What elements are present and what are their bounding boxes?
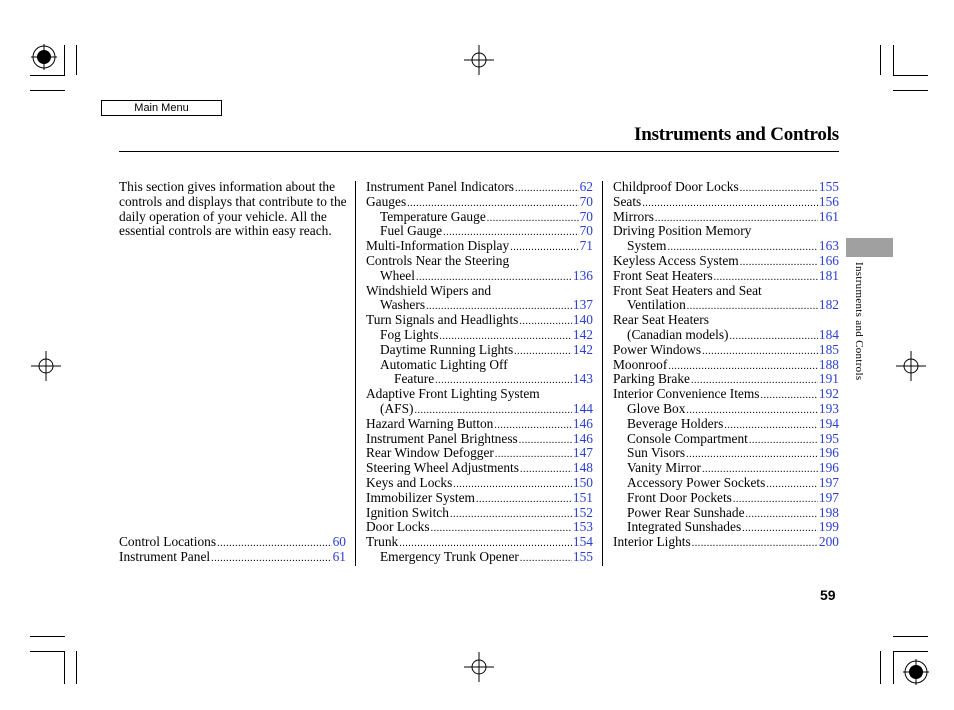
- toc-entry[interactable]: [613, 387, 839, 402]
- toc-entry-label: Temperature Gauge: [380, 208, 486, 224]
- leader-dots: [668, 360, 818, 375]
- toc-entry[interactable]: [119, 535, 346, 550]
- toc-entry[interactable]: [366, 239, 593, 254]
- toc-entry[interactable]: [613, 328, 839, 343]
- toc-entry[interactable]: [613, 476, 839, 491]
- toc-entry-label: Fuel Gauge: [380, 223, 443, 239]
- toc-entry-label: Sun Visors: [627, 445, 686, 461]
- toc-entry[interactable]: [366, 298, 593, 313]
- toc-entry[interactable]: [366, 328, 593, 343]
- column-divider: [602, 181, 603, 566]
- crosshair-icon: [31, 351, 61, 381]
- toc-entry-label: Instrument Panel Brightness: [366, 430, 518, 446]
- toc-entry[interactable]: [366, 402, 593, 417]
- toc-entry[interactable]: [613, 535, 839, 550]
- toc-entry[interactable]: [613, 372, 839, 387]
- leader-dots: [686, 448, 818, 463]
- toc-entry-label: Front Seat Heaters and Seat: [613, 282, 762, 298]
- toc-page-link[interactable]: 70: [579, 193, 593, 209]
- toc-entry[interactable]: [366, 269, 593, 284]
- leader-dots: [476, 493, 572, 508]
- side-section-label: Instruments and Controls: [853, 262, 865, 381]
- toc-page-link[interactable]: 191: [818, 371, 839, 387]
- toc-entry[interactable]: [366, 195, 593, 210]
- toc-entry-label: Mirrors: [613, 208, 654, 224]
- toc-entry[interactable]: [613, 343, 839, 358]
- toc-page-link[interactable]: 195: [818, 430, 839, 446]
- toc-entry[interactable]: [613, 432, 839, 447]
- leader-dots: [742, 522, 818, 537]
- leader-dots: [520, 463, 572, 478]
- toc-entry: [613, 284, 839, 299]
- toc-entry-label: Steering Wheel Adjustments: [366, 460, 519, 476]
- leader-dots: [519, 434, 572, 449]
- leader-dots: [642, 197, 818, 212]
- toc-page-link[interactable]: 182: [818, 297, 839, 313]
- toc-entry[interactable]: [366, 417, 593, 432]
- toc-page-link[interactable]: 71: [579, 238, 593, 254]
- toc-entry[interactable]: [613, 269, 839, 284]
- toc-page-link[interactable]: 153: [572, 519, 593, 535]
- header-rule: [119, 151, 839, 152]
- toc-entry-label: Multi-Information Display: [366, 238, 510, 254]
- toc-entry[interactable]: [366, 535, 593, 550]
- toc-entry[interactable]: [366, 313, 593, 328]
- toc-entry-label: Keys and Locks: [366, 474, 453, 490]
- toc-entry-label: (AFS): [380, 400, 414, 416]
- leader-dots: [431, 522, 572, 537]
- toc-page-link[interactable]: 151: [572, 489, 593, 505]
- toc-page-link[interactable]: 62: [579, 179, 593, 194]
- toc-entry-label: Rear Window Defogger: [366, 445, 494, 461]
- toc-page-link[interactable]: 185: [818, 341, 839, 357]
- toc-entry-label: Console Compartment: [627, 430, 748, 446]
- toc-entry-label: Fog Lights: [380, 326, 439, 342]
- toc-page-link[interactable]: 199: [818, 519, 839, 535]
- toc-entry[interactable]: [119, 550, 346, 565]
- toc-entry-label: System: [627, 238, 667, 254]
- toc-entry[interactable]: [613, 461, 839, 476]
- toc-page-link[interactable]: 154: [572, 534, 593, 550]
- section-tab: [846, 238, 893, 257]
- toc-entry-label: Gauges: [366, 193, 407, 209]
- toc-page-link[interactable]: 193: [818, 400, 839, 416]
- toc-page-link[interactable]: 166: [818, 252, 839, 268]
- toc-entry-label: Adaptive Front Lighting System: [366, 386, 540, 402]
- toc-entry-label: Controls Near the Steering: [366, 252, 510, 268]
- toc-entry[interactable]: [366, 210, 593, 225]
- toc-page-link[interactable]: 70: [579, 208, 593, 224]
- toc-page-link[interactable]: 198: [818, 504, 839, 520]
- toc-page-link[interactable]: 194: [818, 415, 839, 431]
- toc-page-link[interactable]: 137: [572, 297, 593, 313]
- toc-entry-label: Ventilation: [627, 297, 686, 313]
- toc-entry[interactable]: [613, 195, 839, 210]
- toc-entry-label: Daytime Running Lights: [380, 341, 514, 357]
- toc-entry[interactable]: [613, 446, 839, 461]
- toc-entry-label: Immobilizer System: [366, 489, 475, 505]
- toc-entry[interactable]: [613, 491, 839, 506]
- toc-entry[interactable]: [366, 432, 593, 447]
- leader-dots: [211, 552, 331, 567]
- toc-entry-label: Ignition Switch: [366, 504, 449, 520]
- toc-column-1: [119, 535, 346, 565]
- toc-page-link[interactable]: 142: [572, 326, 593, 342]
- crosshair-icon: [464, 45, 494, 75]
- toc-entry-label: Interior Lights: [613, 534, 691, 550]
- toc-entry-label: Instrument Panel Indicators: [366, 179, 515, 194]
- toc-entry[interactable]: [366, 180, 593, 195]
- toc-entry-label: Parking Brake: [613, 371, 690, 387]
- toc-entry-label: Moonroof: [613, 356, 668, 372]
- toc-entry-label: Driving Position Memory: [613, 223, 752, 239]
- toc-entry-label: Power Rear Sunshade: [627, 504, 745, 520]
- toc-page-link[interactable]: 197: [818, 489, 839, 505]
- toc-page-link[interactable]: 155: [818, 179, 839, 194]
- toc-page-link[interactable]: 196: [818, 460, 839, 476]
- toc-entry: [366, 387, 593, 402]
- toc-page-link[interactable]: 143: [572, 371, 593, 387]
- toc-page-link[interactable]: 156: [818, 193, 839, 209]
- toc-page-link[interactable]: 61: [332, 548, 346, 564]
- toc-entry-label: Turn Signals and Headlights: [366, 312, 519, 328]
- leader-dots: [510, 241, 578, 256]
- toc-entry[interactable]: [613, 358, 839, 373]
- toc-entry-label: Windshield Wipers and: [366, 282, 492, 298]
- toc-entry-label: Feature: [394, 371, 435, 387]
- toc-page-link[interactable]: 60: [332, 534, 346, 549]
- toc-entry: [366, 254, 593, 269]
- toc-column-3: [613, 180, 839, 550]
- toc-entry[interactable]: [366, 343, 593, 358]
- toc-page-link[interactable]: 146: [572, 415, 593, 431]
- toc-entry-label: Front Seat Heaters: [613, 267, 713, 283]
- main-menu-button[interactable]: Main Menu: [101, 100, 222, 116]
- toc-page-link[interactable]: 70: [579, 223, 593, 239]
- leader-dots: [746, 508, 818, 523]
- leader-dots: [519, 315, 572, 330]
- toc-page-link[interactable]: 136: [572, 267, 593, 283]
- toc-page-link[interactable]: 155: [572, 548, 593, 564]
- toc-page-link[interactable]: 197: [818, 474, 839, 490]
- toc-entry-label: Power Windows: [613, 341, 702, 357]
- toc-entry[interactable]: [366, 506, 593, 521]
- toc-entry[interactable]: [366, 446, 593, 461]
- toc-page-link[interactable]: 142: [572, 341, 593, 357]
- leader-dots: [730, 330, 818, 345]
- toc-page-link[interactable]: 144: [572, 400, 593, 416]
- intro-paragraph: This section gives information about the controls and displays that contribute to the daily operation of your vehicle. All the essential controls are within easy reach.: [119, 179, 347, 239]
- toc-entry-label: Wheel: [380, 267, 415, 283]
- toc-entry: [366, 284, 593, 299]
- toc-entry[interactable]: [613, 180, 839, 195]
- toc-entry[interactable]: [613, 239, 839, 254]
- page-number: 59: [820, 587, 836, 603]
- crosshair-icon: [896, 351, 926, 381]
- toc-entry-label: Integrated Sunshades: [627, 519, 742, 535]
- toc-entry-label: Front Door Pockets: [627, 489, 732, 505]
- toc-entry-label: Beverage Holders: [627, 415, 724, 431]
- toc-entry[interactable]: [613, 298, 839, 313]
- leader-dots: [733, 493, 818, 508]
- toc-entry[interactable]: [613, 520, 839, 535]
- toc-page-link[interactable]: 161: [818, 208, 839, 224]
- toc-page-link[interactable]: 181: [818, 267, 839, 283]
- toc-entry[interactable]: [366, 224, 593, 239]
- toc-column-2: [366, 180, 593, 565]
- toc-entry: [366, 358, 593, 373]
- toc-entry[interactable]: [366, 372, 593, 387]
- toc-entry-label: Accessory Power Sockets: [627, 474, 766, 490]
- toc-entry-label: Rear Seat Heaters: [613, 312, 709, 328]
- leader-dots: [520, 552, 572, 567]
- leader-dots: [450, 508, 572, 523]
- registration-target-icon: [30, 42, 60, 72]
- registration-target-icon: [902, 657, 932, 687]
- toc-entry[interactable]: [613, 210, 839, 225]
- toc-entry-label: Washers: [380, 297, 426, 313]
- toc-entry-label: Hazard Warning Button: [366, 415, 494, 431]
- toc-entry[interactable]: [366, 476, 593, 491]
- toc-entry-label: Vanity Mirror: [627, 460, 702, 476]
- toc-entry-label: Control Locations: [119, 534, 217, 549]
- toc-entry[interactable]: [613, 254, 839, 269]
- toc-page-link[interactable]: 150: [572, 474, 593, 490]
- leader-dots: [692, 537, 818, 552]
- toc-page-link[interactable]: 188: [818, 356, 839, 372]
- leader-dots: [761, 389, 818, 404]
- toc-entry-label: Trunk: [366, 534, 399, 550]
- toc-page-link[interactable]: 146: [572, 430, 593, 446]
- toc-entry[interactable]: [613, 506, 839, 521]
- toc-entry[interactable]: [366, 461, 593, 476]
- toc-entry[interactable]: [366, 491, 593, 506]
- toc-entry-label: Instrument Panel: [119, 548, 211, 564]
- column-divider: [355, 181, 356, 566]
- leader-dots: [514, 345, 572, 360]
- leader-dots: [740, 256, 818, 271]
- crosshair-icon: [464, 652, 494, 682]
- leader-dots: [515, 182, 579, 197]
- toc-entry[interactable]: [613, 402, 839, 417]
- leader-dots: [487, 212, 579, 227]
- toc-entry-label: Childproof Door Locks: [613, 179, 739, 194]
- toc-entry-label: Emergency Trunk Opener: [380, 548, 519, 564]
- toc-page-link[interactable]: 147: [572, 445, 593, 461]
- toc-entry: [613, 313, 839, 328]
- toc-page-link[interactable]: 200: [818, 534, 839, 550]
- leader-dots: [749, 434, 818, 449]
- toc-entry-label: Automatic Lighting Off: [380, 356, 508, 372]
- toc-entry-label: Interior Convenience Items: [613, 386, 760, 402]
- toc-page-link[interactable]: 152: [572, 504, 593, 520]
- leader-dots: [217, 537, 332, 552]
- toc-page-link[interactable]: 140: [572, 312, 593, 328]
- toc-entry[interactable]: [366, 550, 593, 565]
- toc-page-link[interactable]: 196: [818, 445, 839, 461]
- leader-dots: [740, 182, 818, 197]
- toc-entry-label: Keyless Access System: [613, 252, 739, 268]
- section-title: Instruments and Controls: [634, 124, 839, 145]
- toc-entry-label: Glove Box: [627, 400, 686, 416]
- toc-entry[interactable]: [366, 520, 593, 535]
- toc-entry: [613, 224, 839, 239]
- toc-entry-label: Door Locks: [366, 519, 430, 535]
- leader-dots: [766, 478, 818, 493]
- toc-page-link[interactable]: 184: [818, 326, 839, 342]
- toc-entry-label: Seats: [613, 193, 642, 209]
- toc-page-link[interactable]: 148: [572, 460, 593, 476]
- toc-page-link[interactable]: 163: [818, 238, 839, 254]
- toc-page-link[interactable]: 192: [818, 386, 839, 402]
- toc-entry-label: (Canadian models): [627, 326, 729, 342]
- leader-dots: [702, 345, 818, 360]
- toc-entry[interactable]: [613, 417, 839, 432]
